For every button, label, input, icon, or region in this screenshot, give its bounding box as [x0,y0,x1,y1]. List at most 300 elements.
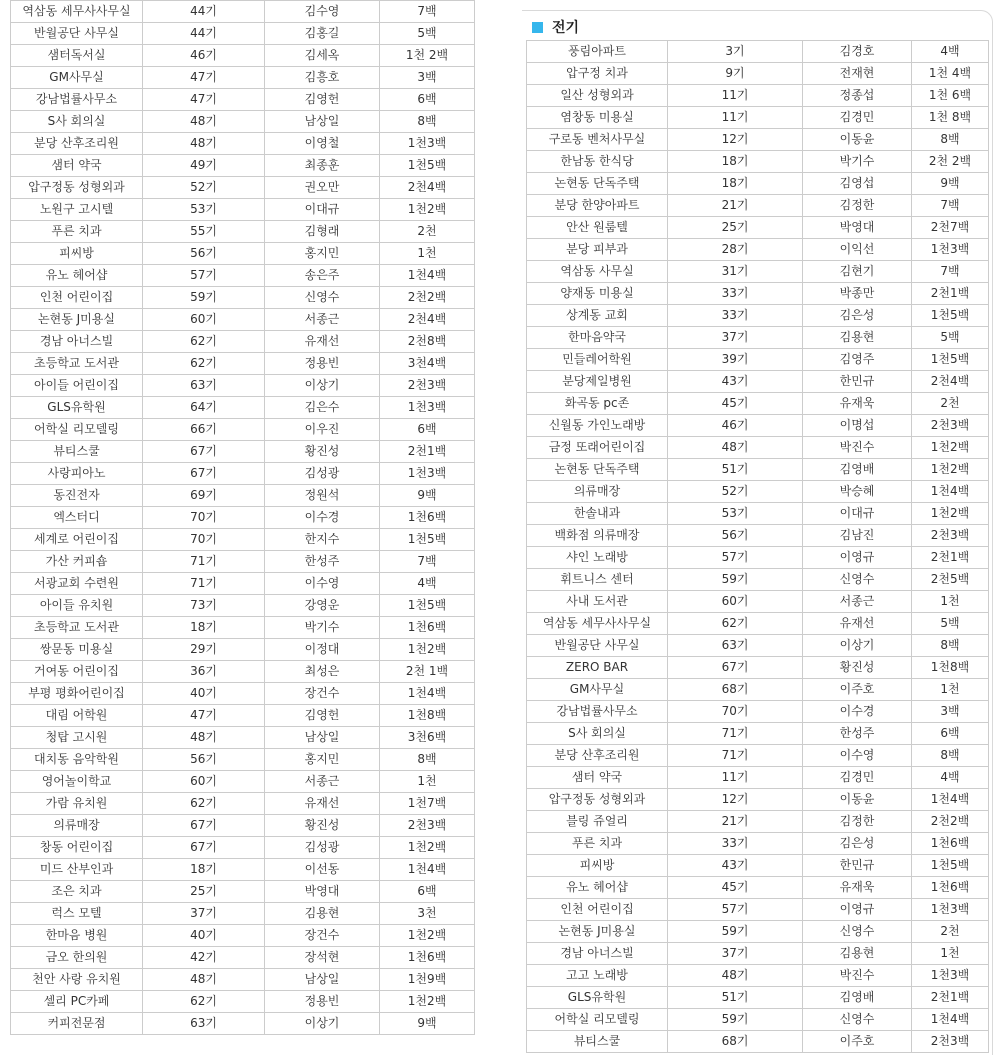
amount-cell: 1천9백 [380,969,475,991]
site-cell: 강남법률사무소 [527,701,668,723]
generation-cell: 63기 [668,635,803,657]
site-cell: 논현동 단독주택 [527,459,668,481]
site-cell: 분당제일병원 [527,371,668,393]
site-cell: 강남법률사무소 [11,89,143,111]
amount-cell: 5백 [912,613,989,635]
name-cell: 김용현 [265,903,380,925]
amount-cell: 2천3백 [912,525,989,547]
generation-cell: 40기 [143,683,265,705]
site-cell: 휘트니스 센터 [527,569,668,591]
site-cell: 쌍문동 미용실 [11,639,143,661]
generation-cell: 48기 [668,965,803,987]
name-cell: 박기수 [803,151,912,173]
table-row [527,855,989,877]
table-row [11,375,475,397]
name-cell: 김수영 [265,1,380,23]
site-cell: 논현동 J미용실 [11,309,143,331]
name-cell: 박승혜 [803,481,912,503]
site-cell: 셀리 PC카페 [11,991,143,1013]
amount-cell: 1천 [912,591,989,613]
table-row [527,261,989,283]
name-cell: 신영수 [803,1009,912,1031]
name-cell: 한지수 [265,529,380,551]
site-cell: 푸른 치과 [11,221,143,243]
panel-title: 전기 [552,20,580,36]
name-cell: 김용현 [803,327,912,349]
generation-cell: 60기 [143,309,265,331]
amount-cell: 7백 [380,1,475,23]
name-cell: 박종만 [803,283,912,305]
site-cell: 분당 한양아파트 [527,195,668,217]
site-cell: 분당 피부과 [527,239,668,261]
site-cell: 압구정동 성형외과 [11,177,143,199]
generation-cell: 68기 [668,679,803,701]
generation-cell: 59기 [668,921,803,943]
site-cell: 커피전문점 [11,1013,143,1035]
table-row [527,151,989,173]
name-cell: 한민규 [803,371,912,393]
generation-cell: 9기 [668,63,803,85]
generation-cell: 33기 [668,305,803,327]
table-row [11,243,475,265]
right-project-table [526,40,989,1053]
site-cell: 부평 평화어린이집 [11,683,143,705]
site-cell: ZERO BAR [527,657,668,679]
generation-cell: 33기 [668,833,803,855]
name-cell: 박영대 [803,217,912,239]
amount-cell: 1천4백 [912,1009,989,1031]
name-cell: 이우진 [265,419,380,441]
name-cell: 최성은 [265,661,380,683]
amount-cell: 1천2백 [380,199,475,221]
amount-cell: 1천 8백 [912,107,989,129]
name-cell: 강영운 [265,595,380,617]
site-cell: 인천 어린이집 [527,899,668,921]
generation-cell: 37기 [143,903,265,925]
generation-cell: 33기 [668,283,803,305]
generation-cell: 12기 [668,789,803,811]
name-cell: 김영배 [803,459,912,481]
table-row [11,793,475,815]
name-cell: 김성광 [265,837,380,859]
generation-cell: 39기 [668,349,803,371]
amount-cell: 1천3백 [912,965,989,987]
site-cell: 아이들 어린이집 [11,375,143,397]
generation-cell: 47기 [143,67,265,89]
table-row [527,745,989,767]
name-cell: 김경민 [803,107,912,129]
amount-cell: 1천4백 [380,683,475,705]
table-row [527,437,989,459]
generation-cell: 71기 [668,723,803,745]
amount-cell: 1천8백 [380,705,475,727]
generation-cell: 51기 [668,459,803,481]
name-cell: 유재욱 [803,393,912,415]
generation-cell: 62기 [668,613,803,635]
name-cell: 이대규 [265,199,380,221]
left-table-body [11,1,475,1035]
table-row [527,679,989,701]
generation-cell: 64기 [143,397,265,419]
site-cell: 블링 쥬얼리 [527,811,668,833]
name-cell: 김정한 [803,811,912,833]
name-cell: 이동윤 [803,129,912,151]
generation-cell: 18기 [668,173,803,195]
site-cell: 일산 성형외과 [527,85,668,107]
table-row [527,459,989,481]
amount-cell: 1천6백 [380,507,475,529]
amount-cell: 2천2백 [912,811,989,833]
electric-panel [522,10,993,1055]
generation-cell: 21기 [668,195,803,217]
site-cell: 어학실 리모델링 [11,419,143,441]
site-cell: 창동 어린이집 [11,837,143,859]
site-cell: 샤인 노래방 [527,547,668,569]
table-row [11,969,475,991]
name-cell: 박기수 [265,617,380,639]
table-row [11,133,475,155]
table-row [11,639,475,661]
generation-cell: 63기 [143,1013,265,1035]
name-cell: 남상일 [265,727,380,749]
site-cell: 상계동 교회 [527,305,668,327]
site-cell: 압구정동 성형외과 [527,789,668,811]
amount-cell: 1천2백 [912,459,989,481]
amount-cell: 1천2백 [380,639,475,661]
amount-cell: 2천7백 [912,217,989,239]
amount-cell: 7백 [912,195,989,217]
generation-cell: 57기 [668,899,803,921]
table-row [11,353,475,375]
generation-cell: 37기 [668,943,803,965]
generation-cell: 57기 [668,547,803,569]
site-cell: 의류매장 [11,815,143,837]
generation-cell: 36기 [143,661,265,683]
table-row [527,987,989,1009]
generation-cell: 56기 [143,749,265,771]
amount-cell: 1천2백 [380,925,475,947]
table-row [11,595,475,617]
table-row [527,393,989,415]
generation-cell: 18기 [668,151,803,173]
name-cell: 김영배 [803,987,912,1009]
site-cell: 천안 사랑 유치원 [11,969,143,991]
site-cell: GLS유학원 [11,397,143,419]
site-cell: S사 회의실 [11,111,143,133]
table-row [527,965,989,987]
amount-cell: 2천 [380,221,475,243]
amount-cell: 1천7백 [380,793,475,815]
site-cell: 피씨방 [11,243,143,265]
site-cell: 동진전자 [11,485,143,507]
name-cell: 서종근 [265,309,380,331]
table-row [527,723,989,745]
site-cell: 거여동 어린이집 [11,661,143,683]
name-cell: 정용빈 [265,991,380,1013]
generation-cell: 67기 [668,657,803,679]
amount-cell: 2천1백 [912,283,989,305]
name-cell: 신영수 [803,569,912,591]
name-cell: 이영철 [265,133,380,155]
name-cell: 김정한 [803,195,912,217]
name-cell: 이수경 [803,701,912,723]
table-row [527,657,989,679]
name-cell: 서종근 [265,771,380,793]
table-row [527,943,989,965]
generation-cell: 25기 [143,881,265,903]
name-cell: 이대규 [803,503,912,525]
name-cell: 이선동 [265,859,380,881]
name-cell: 이수경 [265,507,380,529]
table-row [11,111,475,133]
site-cell: GLS유학원 [527,987,668,1009]
site-cell: 고고 노래방 [527,965,668,987]
amount-cell: 3천4백 [380,353,475,375]
generation-cell: 67기 [143,441,265,463]
table-row [11,947,475,969]
name-cell: 황진성 [265,441,380,463]
name-cell: 김은성 [803,833,912,855]
site-cell: 유노 헤어샵 [527,877,668,899]
name-cell: 박진수 [803,965,912,987]
table-row [11,67,475,89]
name-cell: 김남진 [803,525,912,547]
site-cell: 논현동 J미용실 [527,921,668,943]
amount-cell: 1천2백 [380,991,475,1013]
table-row [527,63,989,85]
site-cell: 인천 어린이집 [11,287,143,309]
amount-cell: 1천 [912,943,989,965]
amount-cell: 1천4백 [380,265,475,287]
amount-cell: 6백 [380,419,475,441]
table-row [527,877,989,899]
amount-cell: 4백 [912,41,989,63]
site-cell: 구로동 벤처사무실 [527,129,668,151]
table-row [527,173,989,195]
generation-cell: 40기 [143,925,265,947]
table-row [527,569,989,591]
name-cell: 장석현 [265,947,380,969]
table-row [527,481,989,503]
name-cell: 이상기 [265,375,380,397]
amount-cell: 2천5백 [912,569,989,591]
amount-cell: 2천2백 [380,287,475,309]
generation-cell: 48기 [143,111,265,133]
panel-header [532,17,579,37]
site-cell: 화곡동 pc존 [527,393,668,415]
table-row [527,547,989,569]
amount-cell: 3천 [380,903,475,925]
generation-cell: 28기 [668,239,803,261]
amount-cell: 2천1백 [912,547,989,569]
name-cell: 권오만 [265,177,380,199]
amount-cell: 5백 [380,23,475,45]
generation-cell: 62기 [143,793,265,815]
generation-cell: 46기 [668,415,803,437]
site-cell: 푸른 치과 [527,833,668,855]
amount-cell: 1천8백 [912,657,989,679]
table-row [11,881,475,903]
amount-cell: 1천6백 [380,617,475,639]
name-cell: 이수영 [265,573,380,595]
generation-cell: 11기 [668,767,803,789]
generation-cell: 52기 [143,177,265,199]
site-cell: 경남 아너스빌 [527,943,668,965]
amount-cell: 1천6백 [380,947,475,969]
table-row [11,749,475,771]
name-cell: 서종근 [803,591,912,613]
site-cell: 아이들 유치원 [11,595,143,617]
amount-cell: 2천1백 [912,987,989,1009]
generation-cell: 45기 [668,393,803,415]
table-row [527,503,989,525]
site-cell: 유노 헤어샵 [11,265,143,287]
name-cell: 유재선 [265,793,380,815]
generation-cell: 62기 [143,331,265,353]
table-row [527,613,989,635]
generation-cell: 60기 [668,591,803,613]
site-cell: 피씨방 [527,855,668,877]
name-cell: 한성주 [265,551,380,573]
amount-cell: 7백 [380,551,475,573]
generation-cell: 47기 [143,705,265,727]
site-cell: 역삼동 세무사사무실 [527,613,668,635]
amount-cell: 7백 [912,261,989,283]
generation-cell: 48기 [143,969,265,991]
site-cell: GM사무실 [11,67,143,89]
name-cell: 이상기 [803,635,912,657]
table-row [11,1,475,23]
name-cell: 유재선 [265,331,380,353]
name-cell: 김경민 [803,767,912,789]
site-cell: 엑스터디 [11,507,143,529]
table-row [11,661,475,683]
amount-cell: 1천 6백 [912,85,989,107]
site-cell: 한솔내과 [527,503,668,525]
generation-cell: 67기 [143,837,265,859]
name-cell: 황진성 [803,657,912,679]
generation-cell: 49기 [143,155,265,177]
site-cell: 영어놀이학교 [11,771,143,793]
table-row [11,177,475,199]
generation-cell: 48기 [143,133,265,155]
site-cell: 분당 산후조리원 [11,133,143,155]
amount-cell: 2천3백 [912,1031,989,1053]
generation-cell: 11기 [668,85,803,107]
name-cell: 박진수 [803,437,912,459]
site-cell: 압구정 치과 [527,63,668,85]
amount-cell: 8백 [380,749,475,771]
amount-cell: 1천4백 [912,789,989,811]
amount-cell: 1천4백 [912,481,989,503]
name-cell: 김흥호 [265,67,380,89]
amount-cell: 2천4백 [380,309,475,331]
amount-cell: 2천8백 [380,331,475,353]
table-row [11,89,475,111]
name-cell: 이동윤 [803,789,912,811]
generation-cell: 44기 [143,23,265,45]
table-row [527,591,989,613]
generation-cell: 60기 [143,771,265,793]
site-cell: 역삼동 세무사사무실 [11,1,143,23]
amount-cell: 1천3백 [380,397,475,419]
table-row [11,1013,475,1035]
generation-cell: 44기 [143,1,265,23]
table-row [11,727,475,749]
amount-cell: 1천 [380,771,475,793]
name-cell: 정원석 [265,485,380,507]
amount-cell: 2천3백 [912,415,989,437]
generation-cell: 71기 [668,745,803,767]
name-cell: 김은수 [265,397,380,419]
table-row [11,551,475,573]
site-cell: 민들레어학원 [527,349,668,371]
amount-cell: 1천3백 [912,239,989,261]
name-cell: 김영헌 [265,89,380,111]
name-cell: 남상일 [265,969,380,991]
table-row [11,507,475,529]
site-cell: 염창동 미용실 [527,107,668,129]
table-row [527,129,989,151]
name-cell: 김세옥 [265,45,380,67]
table-row [11,199,475,221]
name-cell: 이주호 [803,1031,912,1053]
site-cell: 금오 한의원 [11,947,143,969]
name-cell: 장건수 [265,925,380,947]
generation-cell: 37기 [668,327,803,349]
table-row [527,305,989,327]
name-cell: 유재선 [803,613,912,635]
generation-cell: 53기 [668,503,803,525]
amount-cell: 1천5백 [380,529,475,551]
table-row [11,529,475,551]
table-row [527,767,989,789]
amount-cell: 8백 [912,635,989,657]
table-row [527,1031,989,1053]
amount-cell: 2천 [912,921,989,943]
table-row [11,23,475,45]
name-cell: 최종훈 [265,155,380,177]
generation-cell: 59기 [143,287,265,309]
amount-cell: 9백 [380,1013,475,1035]
name-cell: 김홍길 [265,23,380,45]
site-cell: 경남 아너스빌 [11,331,143,353]
amount-cell: 1천3백 [912,899,989,921]
name-cell: 신영수 [803,921,912,943]
site-cell: 서광교회 수련원 [11,573,143,595]
generation-cell: 62기 [143,353,265,375]
table-row [527,833,989,855]
generation-cell: 70기 [143,507,265,529]
amount-cell: 1천5백 [912,855,989,877]
amount-cell: 1천5백 [912,349,989,371]
table-row [11,573,475,595]
site-cell: 샘터 약국 [11,155,143,177]
generation-cell: 69기 [143,485,265,507]
table-row [527,195,989,217]
name-cell: 홍지민 [265,243,380,265]
table-row [11,155,475,177]
table-row [527,921,989,943]
generation-cell: 71기 [143,573,265,595]
table-row [11,903,475,925]
generation-cell: 43기 [668,855,803,877]
table-row [527,239,989,261]
site-cell: 한마음 병원 [11,925,143,947]
amount-cell: 6백 [912,723,989,745]
name-cell: 황진성 [265,815,380,837]
amount-cell: 3천6백 [380,727,475,749]
